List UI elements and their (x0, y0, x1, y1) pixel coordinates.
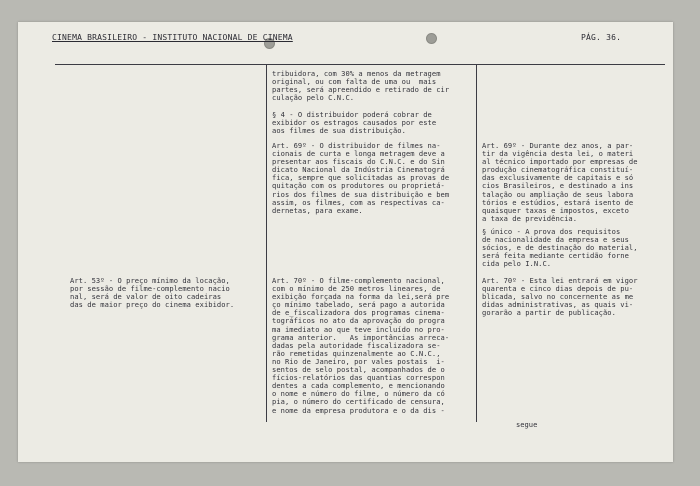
col3-art69: Art. 69º - Durante dez anos, a par- tir da vigência desta lei, o materi al técnico importado por empresas de produção cinematográfica constituí- das exclusivamente de capitais e só cios Brasileiros, e destinado a ins talação ou ampliação de seus labora tórios e estúdios, estará isento de quaisquer taxas e impostos, exceto a taxa de previdência. (482, 141, 638, 223)
col2-art70: Art. 70º - O filme-complemento nacional, com o mínimo de 250 metros lineares, de exibição forçada na forma da lei,será pre ço mínimo tabelado, será pago a autorida de e_fiscalizadora dos programas cinema- tográficos no ato da aprovação do progra ma imediato ao que teve incluído no pro- grama anterior. As importâncias arreca- dadas pela autoridade fiscalizadora se- rão remetidas quinzenalmente ao C.N.C., no Rio de Janeiro, por vales postais i- sentos de selo postal, acompanhados de o fícios-relatórios das quantias correspon dentes a cada complemento, e mencionando o nome e número do filme, o número da có pia, o número do certificado de censura, e nome da empresa produtora e o da dis - (272, 276, 450, 415)
col2-continuation: tribuidora, com 30% a menos da metragem original, ou com falta de uma ou mais partes, será apreendido e retirado de cir culação pelo C.N.C. (272, 69, 450, 103)
col3-paragraph-unico: § único - A prova dos requisitos de nacionalidade da empresa e seus sócios, e de destinação do material, será feita mediante certidão forne cida pelo I.N.C. (482, 227, 638, 269)
page-number: PÁG. 36. (581, 33, 622, 42)
punch-hole-right (426, 33, 437, 44)
col2-paragraph-4: § 4 - O distribuidor poderá cobrar de exibidor os estragos causados por este aos filmes de sua distribuição. (272, 110, 437, 136)
column-divider-left (266, 64, 267, 422)
header-title: CINEMA BRASILEIRO - INSTITUTO NACIONAL DE CINEMA (52, 33, 293, 42)
header-rule (55, 64, 665, 65)
column-divider-right (476, 64, 477, 422)
col3-art70: Art. 70º - Esta lei entrará em vigor quarenta e cinco dias depois de pu- blicada, salvo no concernente as me didas administrativas, as quais vi- gorarão a partir de publicação. (482, 276, 638, 318)
continuation-note: segue (516, 420, 538, 429)
col2-art69: Art. 69º - O distribuidor de filmes na- cionais de curta e longa metragem deve a presentar aos fiscais do C.N.C. e do Sin dicato Nacional da Indústria Cinematográ fica, sempre que solicitadas as provas de quitação com os produtores ou proprietá- rios dos filmes de sua distribuição e bem assim, os filmes, com as respectivas ca- dernetas, para exame. (272, 141, 450, 215)
col1-art53: Art. 53º - O preço mínimo da locação, por sessão de filme-complemento nacio nal, será de valor de oito cadeiras das de maior preço do cinema exibidor. (70, 276, 235, 310)
